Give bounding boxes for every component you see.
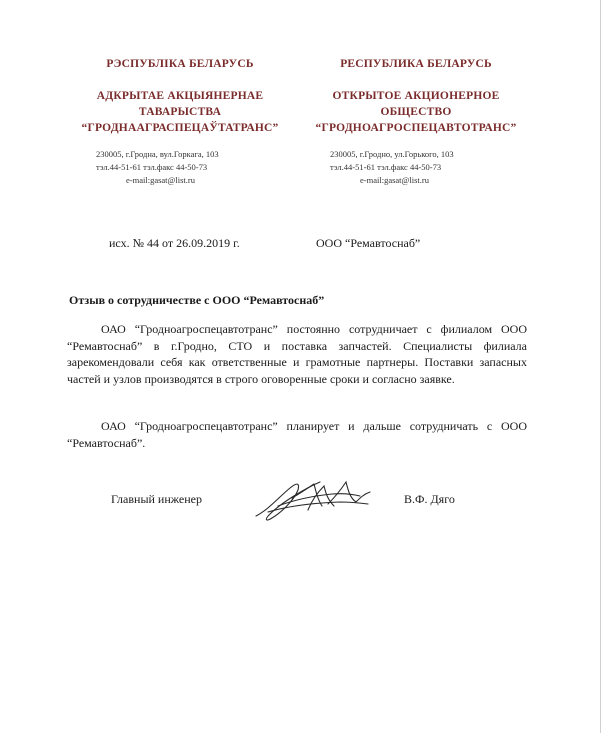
signatory-name: В.Ф. Дяго	[404, 492, 455, 506]
handwritten-signature	[248, 470, 378, 530]
letter-paragraph-1	[67, 321, 527, 388]
org-line-1: АДКРЫТАЕ АКЦЫЯНЕРНАЕ	[96, 90, 264, 102]
org-line-1: ОТКРЫТОЕ АКЦИОНЕРНОЕ	[332, 90, 500, 102]
country-russian: РЕСПУБЛИКА БЕЛАРУСЬ	[340, 58, 492, 70]
address-line: 230005, г.Гродна, вул.Горкага, 103	[96, 149, 219, 159]
org-line-2: ОБЩЕСТВО	[380, 106, 452, 118]
org-name-belarusian	[60, 88, 300, 136]
address-russian	[330, 148, 510, 187]
outgoing-reference: исх. № 44 от 26.09.2019 г.	[109, 236, 240, 250]
letter-paragraph-2	[67, 418, 527, 451]
recipient: ООО “Ремавтоснаб”	[316, 236, 421, 250]
phone-line: тэл.44-51-61 тэл.факс 44-50-73	[330, 162, 442, 172]
email-link[interactable]: e-mail:gasat@list.ru	[126, 175, 195, 185]
country-belarusian: РЭСПУБЛІКА БЕЛАРУСЬ	[106, 58, 254, 70]
org-name-russian	[296, 88, 536, 136]
letter-subject: Отзыв о сотрудничестве с ООО “Ремавтоснаб”	[69, 293, 325, 307]
email-link[interactable]: e-mail:gasat@list.ru	[360, 175, 429, 185]
paragraph-text: ОАО “Гродноагроспецавтотранс” планирует и дальше сотрудничать с ООО “Ремавтоснаб”.	[67, 419, 527, 450]
address-belarusian	[96, 148, 266, 187]
org-line-2: ТАВАРЫСТВА	[138, 106, 222, 118]
org-line-3: “ГРОДНОАГРОСПЕЦАВТОТРАНС”	[315, 122, 517, 134]
paragraph-text: ОАО “Гродноагроспецавтотранс” постоянно сотрудничает с филиалом ООО “Ремавтоснаб” в г.Гродно, СТО и поставка запчастей. Специалисты филиала зарекомендовали себя как ответственные и грамотные партнеры. Поставки запасных частей и узлов производятся в строго оговоренные сроки и согласно заявке.	[67, 322, 527, 387]
phone-line: тэл.44-51-61 тэл.факс 44-50-73	[96, 162, 208, 172]
signatory-title: Главный инженер	[111, 492, 202, 506]
org-line-3: “ГРОДНААГРАСПЕЦАЎТАТРАНС”	[81, 122, 279, 134]
address-line: 230005, г.Гродно, ул.Горького, 103	[330, 149, 454, 159]
